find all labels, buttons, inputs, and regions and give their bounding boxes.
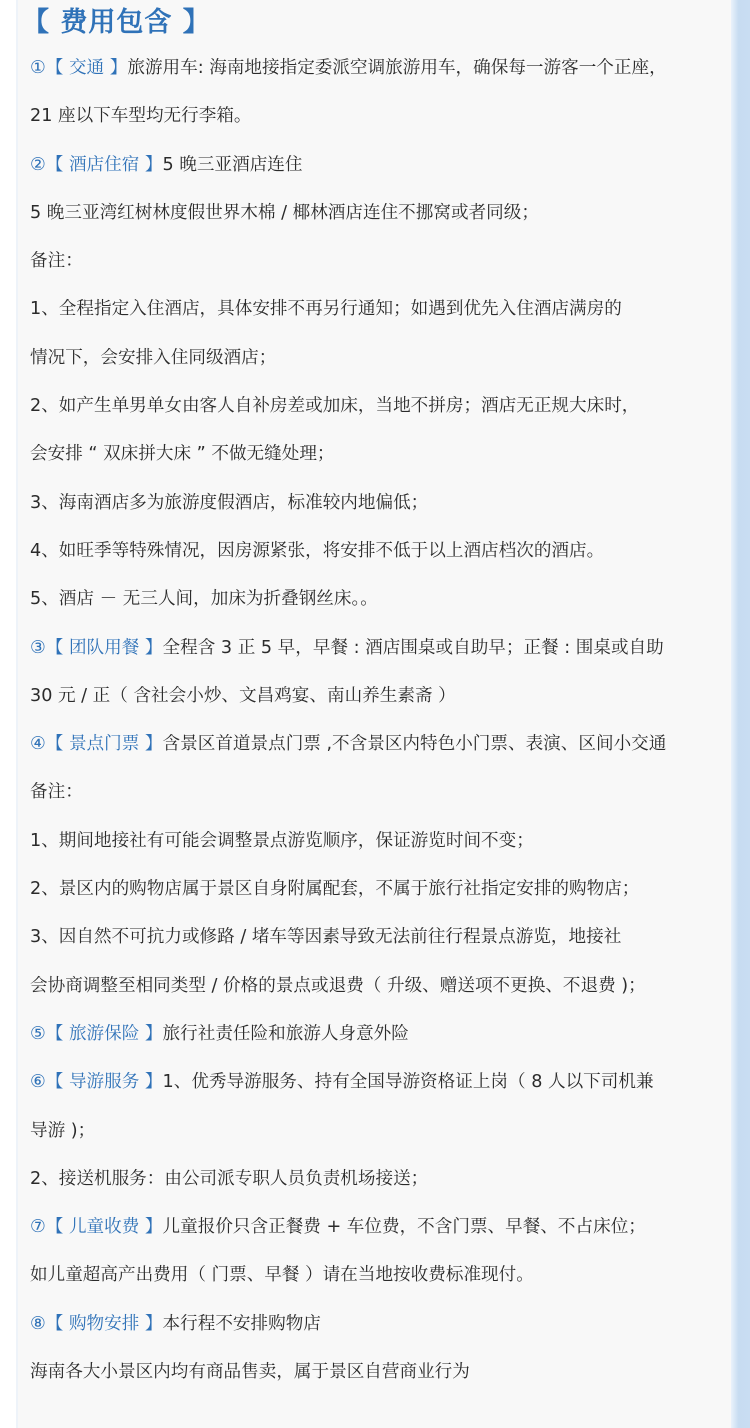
- line-text: 5 晚三亚酒店连住: [162, 154, 303, 175]
- text-line: [30, 1107, 730, 1155]
- line-text: 1、期间地接社有可能会调整景点游览顺序，保证游览时间不变；: [30, 830, 534, 851]
- text-line: [30, 527, 730, 575]
- line-text: 如儿童超高产出费用（ 门票、早餐 ）请在当地按收费标准现付。: [30, 1265, 534, 1286]
- text-line: [30, 237, 730, 285]
- line-text: 30 元 / 正（ 含社会小炒、文昌鸡宴、南山养生素斋 ）: [30, 685, 456, 706]
- text-line: [30, 1010, 730, 1058]
- line-text: 3、海南酒店多为旅游度假酒店，标准较内地偏低；: [30, 492, 429, 513]
- line-text: 3、因自然不可抗力或修路 / 堵车等因素导致无法前往行程景点游览，地接社: [30, 927, 622, 948]
- text-line: [30, 1348, 730, 1396]
- line-text: 旅游用车: 海南地接指定委派空调旅游用车，确保每一游客一个正座，: [127, 58, 667, 78]
- line-text: 备注：: [30, 782, 83, 803]
- line-text: 会安排 “ 双床拼大床 ” 不做无缝处理；: [30, 444, 335, 465]
- item-heading: ②【 酒店住宿 】: [30, 154, 163, 175]
- item-heading: ⑧【 购物安排 】: [30, 1313, 163, 1334]
- text-line: [30, 624, 730, 672]
- text-line: [30, 865, 730, 913]
- text-line: [30, 1251, 730, 1299]
- text-line: [30, 430, 730, 478]
- text-line: [30, 913, 730, 961]
- line-text: 旅行社责任险和旅游人身意外险: [162, 1023, 409, 1044]
- text-line: [30, 1300, 730, 1348]
- line-text: 全程含 3 正 5 早，早餐 : 酒店围桌或自助早；正餐 : 围桌或自助: [162, 637, 664, 658]
- text-line: [30, 334, 730, 382]
- line-text: 5、酒店 － 无三人间，加床为折叠钢丝床。。: [30, 589, 378, 610]
- text-line: [30, 382, 730, 430]
- right-scroll-rail: [731, 0, 750, 1428]
- cost-include-list: [30, 44, 730, 1396]
- text-line: [30, 1058, 730, 1106]
- text-line: [30, 1203, 730, 1251]
- line-text: 4、如旺季等特殊情况，因房源紧张，将安排不低于以上酒店档次的酒店。: [30, 540, 605, 561]
- text-line: [30, 1155, 730, 1203]
- line-text: 导游 )；: [30, 1120, 96, 1141]
- line-text: 本行程不安排购物店: [162, 1313, 321, 1334]
- line-text: 21 座以下车型均无行李箱。: [30, 106, 252, 127]
- line-text: 含景区首道景点门票 ,不含景区内特色小门票、表演、区间小交通: [162, 734, 667, 755]
- text-line: [30, 189, 730, 237]
- text-line: [30, 768, 730, 816]
- line-text: 会协商调整至相同类型 / 价格的景点或退费（ 升级、赠送项不更换、不退费 )；: [30, 975, 646, 996]
- text-line: [30, 575, 730, 623]
- text-line: [30, 44, 730, 92]
- text-line: [30, 92, 730, 140]
- item-heading: ⑤【 旅游保险 】: [30, 1023, 163, 1044]
- text-line: [30, 479, 730, 527]
- item-heading: ⑦【 儿童收费 】: [30, 1217, 163, 1238]
- line-text: 5 晚三亚湾红树林度假世界木棉 / 椰林酒店连住不挪窝或者同级；: [30, 202, 539, 223]
- item-heading: ③【 团队用餐 】: [30, 637, 163, 658]
- text-line: [30, 672, 730, 720]
- line-text: 1、全程指定入住酒店，具体安排不再另行通知；如遇到优先入住酒店满房的: [30, 299, 622, 320]
- text-line: [30, 817, 730, 865]
- text-line: [30, 141, 730, 189]
- text-line: [30, 962, 730, 1010]
- text-line: [30, 720, 730, 768]
- line-text: 2、如产生单男单女由客人自补房差或加床，当地不拼房；酒店无正规大床时，: [30, 396, 640, 417]
- text-line: [30, 285, 730, 333]
- left-margin: [0, 0, 18, 1428]
- item-heading: ①【 交通 】: [30, 58, 128, 78]
- line-text: 海南各大小景区内均有商品售卖，属于景区自营商业行为: [30, 1362, 470, 1383]
- line-text: 情况下，会安排入住同级酒店；: [30, 347, 277, 368]
- line-text: 2、接送机服务：由公司派专职人员负责机场接送；: [30, 1168, 429, 1189]
- line-text: 备注：: [30, 251, 83, 272]
- section-title: 【 费用包含 】: [22, 7, 211, 38]
- item-heading: ⑥【 导游服务 】: [30, 1072, 163, 1093]
- line-text: 1、优秀导游服务、持有全国导游资格证上岗（ 8 人以下司机兼: [162, 1072, 654, 1093]
- line-text: 2、景区内的购物店属于景区自身附属配套，不属于旅行社指定安排的购物店；: [30, 879, 640, 900]
- item-heading: ④【 景点门票 】: [30, 734, 163, 755]
- line-text: 儿童报价只含正餐费 + 车位费，不含门票、早餐、不占床位；: [162, 1217, 646, 1238]
